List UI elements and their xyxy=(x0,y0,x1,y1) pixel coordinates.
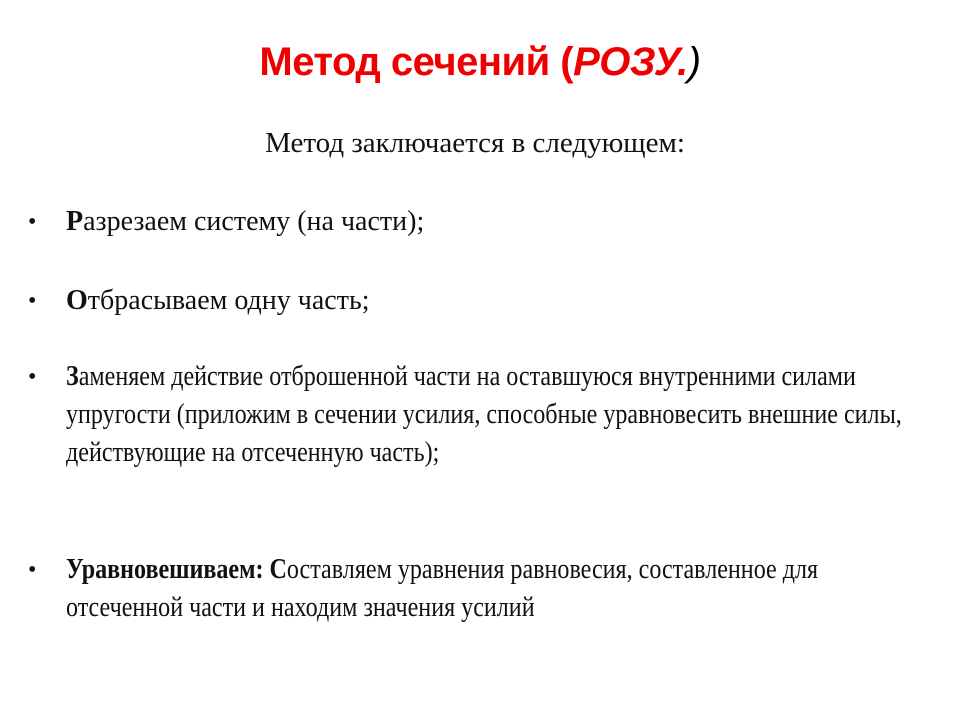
item-body: тбрасываем одну часть; xyxy=(87,285,370,316)
bullet-icon: • xyxy=(28,288,37,314)
list-item-text xyxy=(66,551,926,627)
list-item-text xyxy=(66,203,926,241)
bold-lead: О xyxy=(66,285,88,316)
slide-title xyxy=(0,40,960,85)
bold-lead: Уравновешиваем: С xyxy=(66,554,287,585)
bullet-icon: • xyxy=(28,557,37,583)
bold-lead: З xyxy=(66,361,79,392)
list-item-text xyxy=(66,358,926,472)
bold-lead: Р xyxy=(66,206,84,237)
bullet-icon: • xyxy=(28,364,37,390)
list-item-text xyxy=(66,282,926,320)
bullet-icon: • xyxy=(28,209,37,235)
slide-subtitle: Метод заключается в следующем: xyxy=(265,127,685,159)
title-abbreviation: РОЗУ. xyxy=(573,40,688,84)
item-body: оставляем уравнения равновесия, составленное для отсеченной части и находим значения усилий xyxy=(66,554,819,623)
title-closing-paren: ) xyxy=(687,40,701,84)
item-body: азрезаем систему (на части); xyxy=(83,206,425,237)
item-body: аменяем действие отброшенной части на оставшуюся внутренними силами упругости (приложим в сечении усилия, способные уравновесить внешние силы, действующие на отсеченную часть); xyxy=(66,361,902,468)
title-main: Метод сечений ( xyxy=(259,40,574,84)
